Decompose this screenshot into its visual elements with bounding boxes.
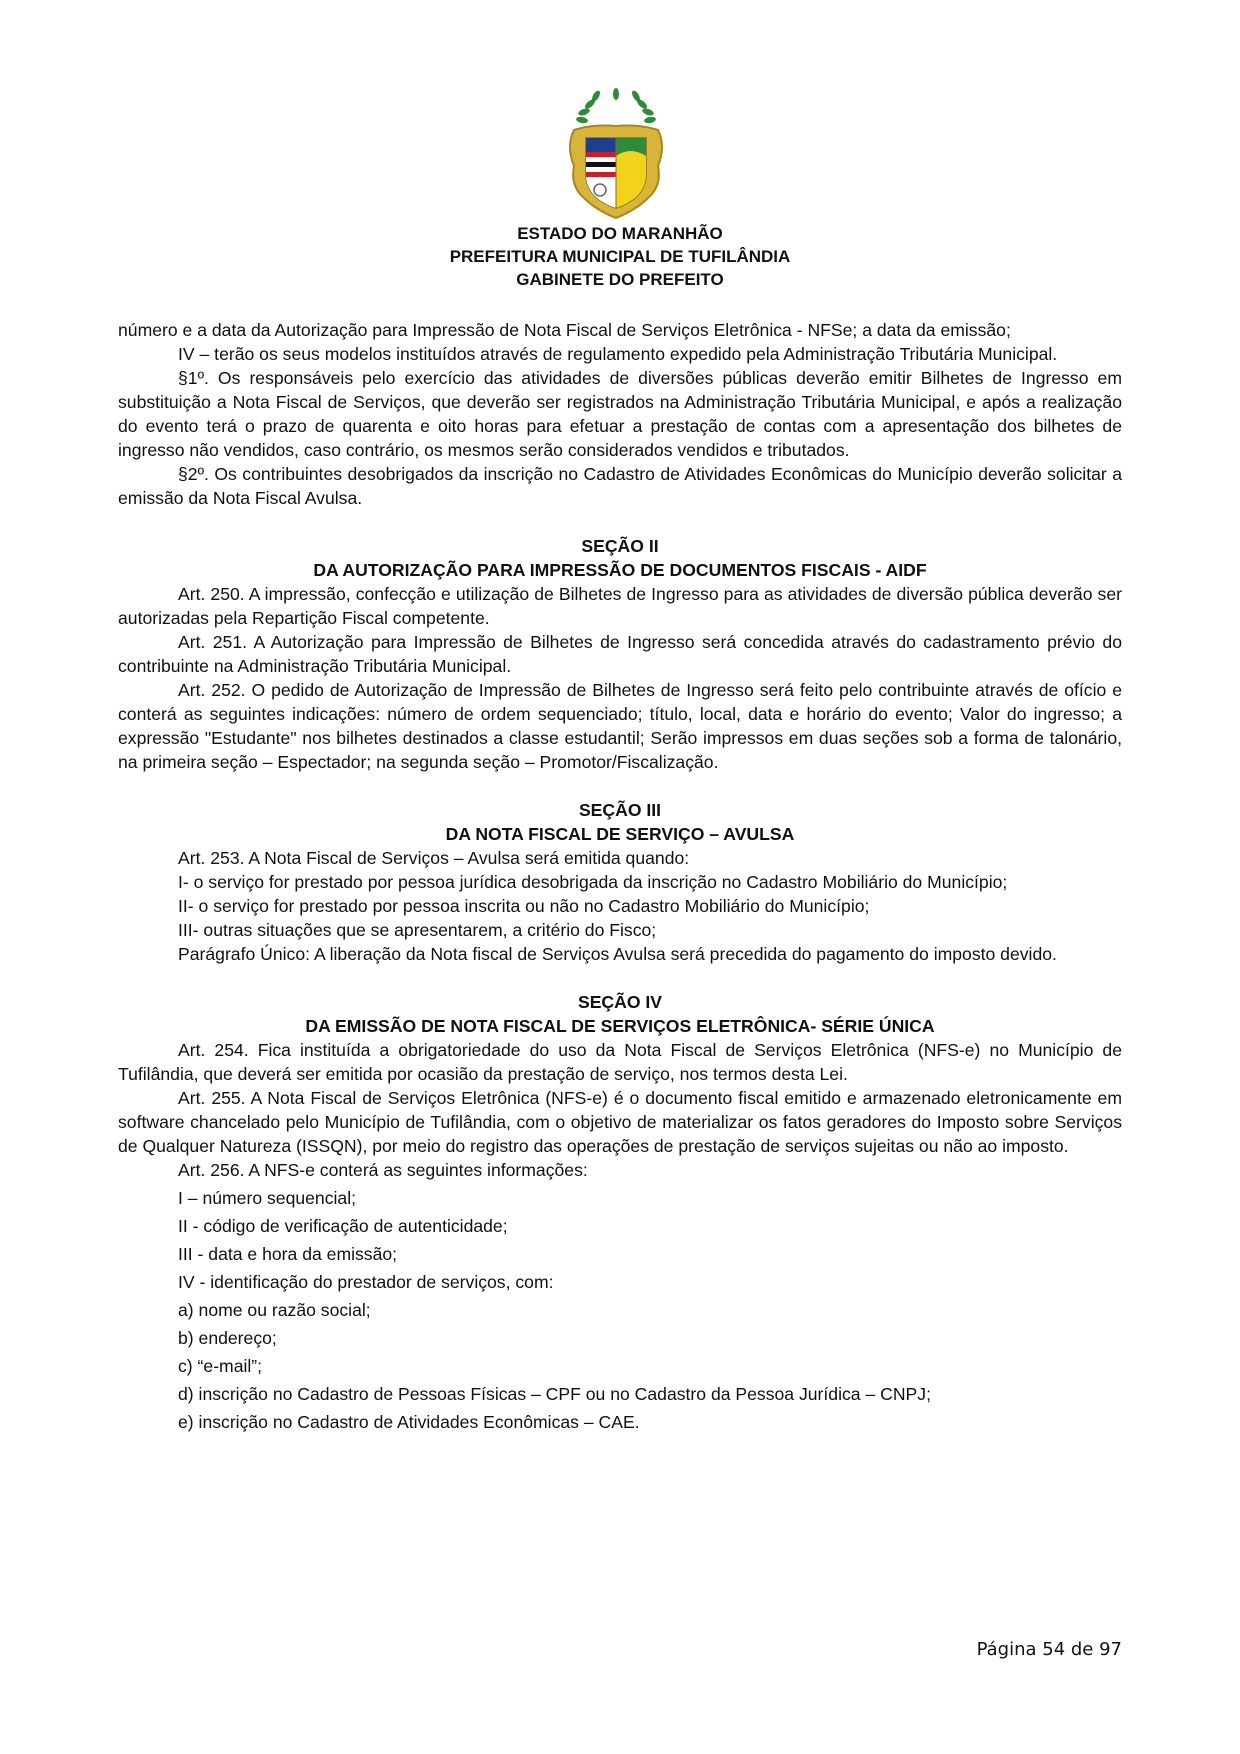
list-item: d) inscrição no Cadastro de Pessoas Físicas – CPF ou no Cadastro da Pessoa Jurídica – CNPJ; — [178, 1384, 931, 1404]
header-office: GABINETE DO PREFEITO — [516, 270, 724, 289]
list-item: b) endereço; — [178, 1328, 277, 1348]
paragraph: §1º. Os responsáveis pelo exercício das atividades de diversões públicas deverão emitir Bilhetes de Ingresso em substituição a Nota Fiscal de Serviços, que deverão ser registrados na Administração Tributária Municipal, e após a realização do evento terá o prazo de quarenta e oito horas para efetuar a prestação de contas com a apresentação dos bilhetes de ingresso não vendidos, caso contrário, os mesmos serão considerados vendidos e tributados. — [118, 368, 1122, 460]
list-item: IV - identificação do prestador de serviços, com: — [178, 1272, 554, 1292]
article-253: Art. 253. A Nota Fiscal de Serviços – Avulsa será emitida quando: — [178, 848, 690, 868]
information-list — [118, 1186, 1122, 1434]
paragraph: §2º. Os contribuintes desobrigados da inscrição no Cadastro de Atividades Econômicas do Município deverão solicitar a emissão da Nota Fiscal Avulsa. — [118, 464, 1122, 508]
article-255: Art. 255. A Nota Fiscal de Serviços Eletrônica (NFS-e) é o documento fiscal emitido e armazenado eletronicamente em software chancelado pelo Município de Tufilândia, com o objetivo de materializar os fatos geradores do Imposto sobre Serviços de Qualquer Natureza (ISSQN), por meio do registro das operações de prestação de serviços sujeitas ou não ao imposto. — [118, 1088, 1122, 1156]
article-250: Art. 250. A impressão, confecção e utilização de Bilhetes de Ingresso para as atividades de diversão pública deverão ser autorizadas pela Repartição Fiscal competente. — [118, 584, 1122, 628]
section-subtitle: DA NOTA FISCAL DE SERVIÇO – AVULSA — [445, 824, 795, 844]
article-252: Art. 252. O pedido de Autorização de Impressão de Bilhetes de Ingresso será feito pelo contribuinte através de ofício e conterá as seguintes indicações: número de ordem sequenciado; título, local, data e horário do evento; Valor do ingresso; a expressão "Estudante" nos bilhetes destinados a classe estudantil; Serão impressos em duas seções sob a forma de talonário, na primeira seção – Espectador; na segunda seção – Promotor/Fiscalização. — [118, 680, 1122, 772]
page-number: Página 54 de 97 — [976, 1639, 1122, 1660]
paragraph: II- o serviço for prestado por pessoa inscrita ou não no Cadastro Mobiliário do Município; — [178, 896, 870, 916]
list-item: c) “e-mail”; — [178, 1356, 263, 1376]
paragraph: I- o serviço for prestado por pessoa jurídica desobrigada da inscrição no Cadastro Mobiliário do Município; — [178, 872, 1008, 892]
paragraph: Parágrafo Único: A liberação da Nota fiscal de Serviços Avulsa será precedida do pagamento do imposto devido. — [178, 944, 1057, 964]
article-254: Art. 254. Fica instituída a obrigatoriedade do uso da Nota Fiscal de Serviços Eletrônica (NFS-e) no Município de Tufilândia, que deverá ser emitida por ocasião da prestação de serviço, nos termos desta Lei. — [118, 1040, 1122, 1084]
section-title: SEÇÃO II — [581, 536, 659, 556]
list-item: II - código de verificação de autenticidade; — [178, 1216, 508, 1236]
header-municipality: PREFEITURA MUNICIPAL DE TUFILÂNDIA — [449, 247, 791, 266]
article-251: Art. 251. A Autorização para Impressão de Bilhetes de Ingresso será concedida através do cadastramento prévio do contribuinte na Administração Tributária Municipal. — [118, 632, 1122, 676]
list-item: a) nome ou razão social; — [178, 1300, 371, 1320]
document-header — [118, 222, 1122, 291]
paragraph: III- outras situações que se apresentarem, a critério do Fisco; — [178, 920, 657, 940]
list-item: III - data e hora da emissão; — [178, 1244, 398, 1264]
paragraph: IV – terão os seus modelos instituídos através de regulamento expedido pela Administração Tributária Municipal. — [178, 344, 1058, 364]
paragraph: número e a data da Autorização para Impressão de Nota Fiscal de Serviços Eletrônica - NFSe; a data da emissão; — [118, 320, 1011, 340]
article-256: Art. 256. A NFS-e conterá as seguintes informações: — [178, 1160, 588, 1180]
header-state: ESTADO DO MARANHÃO — [517, 224, 723, 243]
list-item: e) inscrição no Cadastro de Atividades Econômicas – CAE. — [178, 1412, 640, 1432]
document-body — [118, 318, 1122, 1438]
state-coat-of-arms-icon — [560, 86, 672, 224]
list-item: I – número sequencial; — [178, 1188, 356, 1208]
section-subtitle: DA AUTORIZAÇÃO PARA IMPRESSÃO DE DOCUMENTOS FISCAIS - AIDF — [313, 560, 927, 580]
section-title: SEÇÃO IV — [577, 992, 663, 1012]
section-title: SEÇÃO III — [578, 800, 662, 820]
section-subtitle: DA EMISSÃO DE NOTA FISCAL DE SERVIÇOS ELETRÔNICA- SÉRIE ÚNICA — [305, 1016, 935, 1036]
